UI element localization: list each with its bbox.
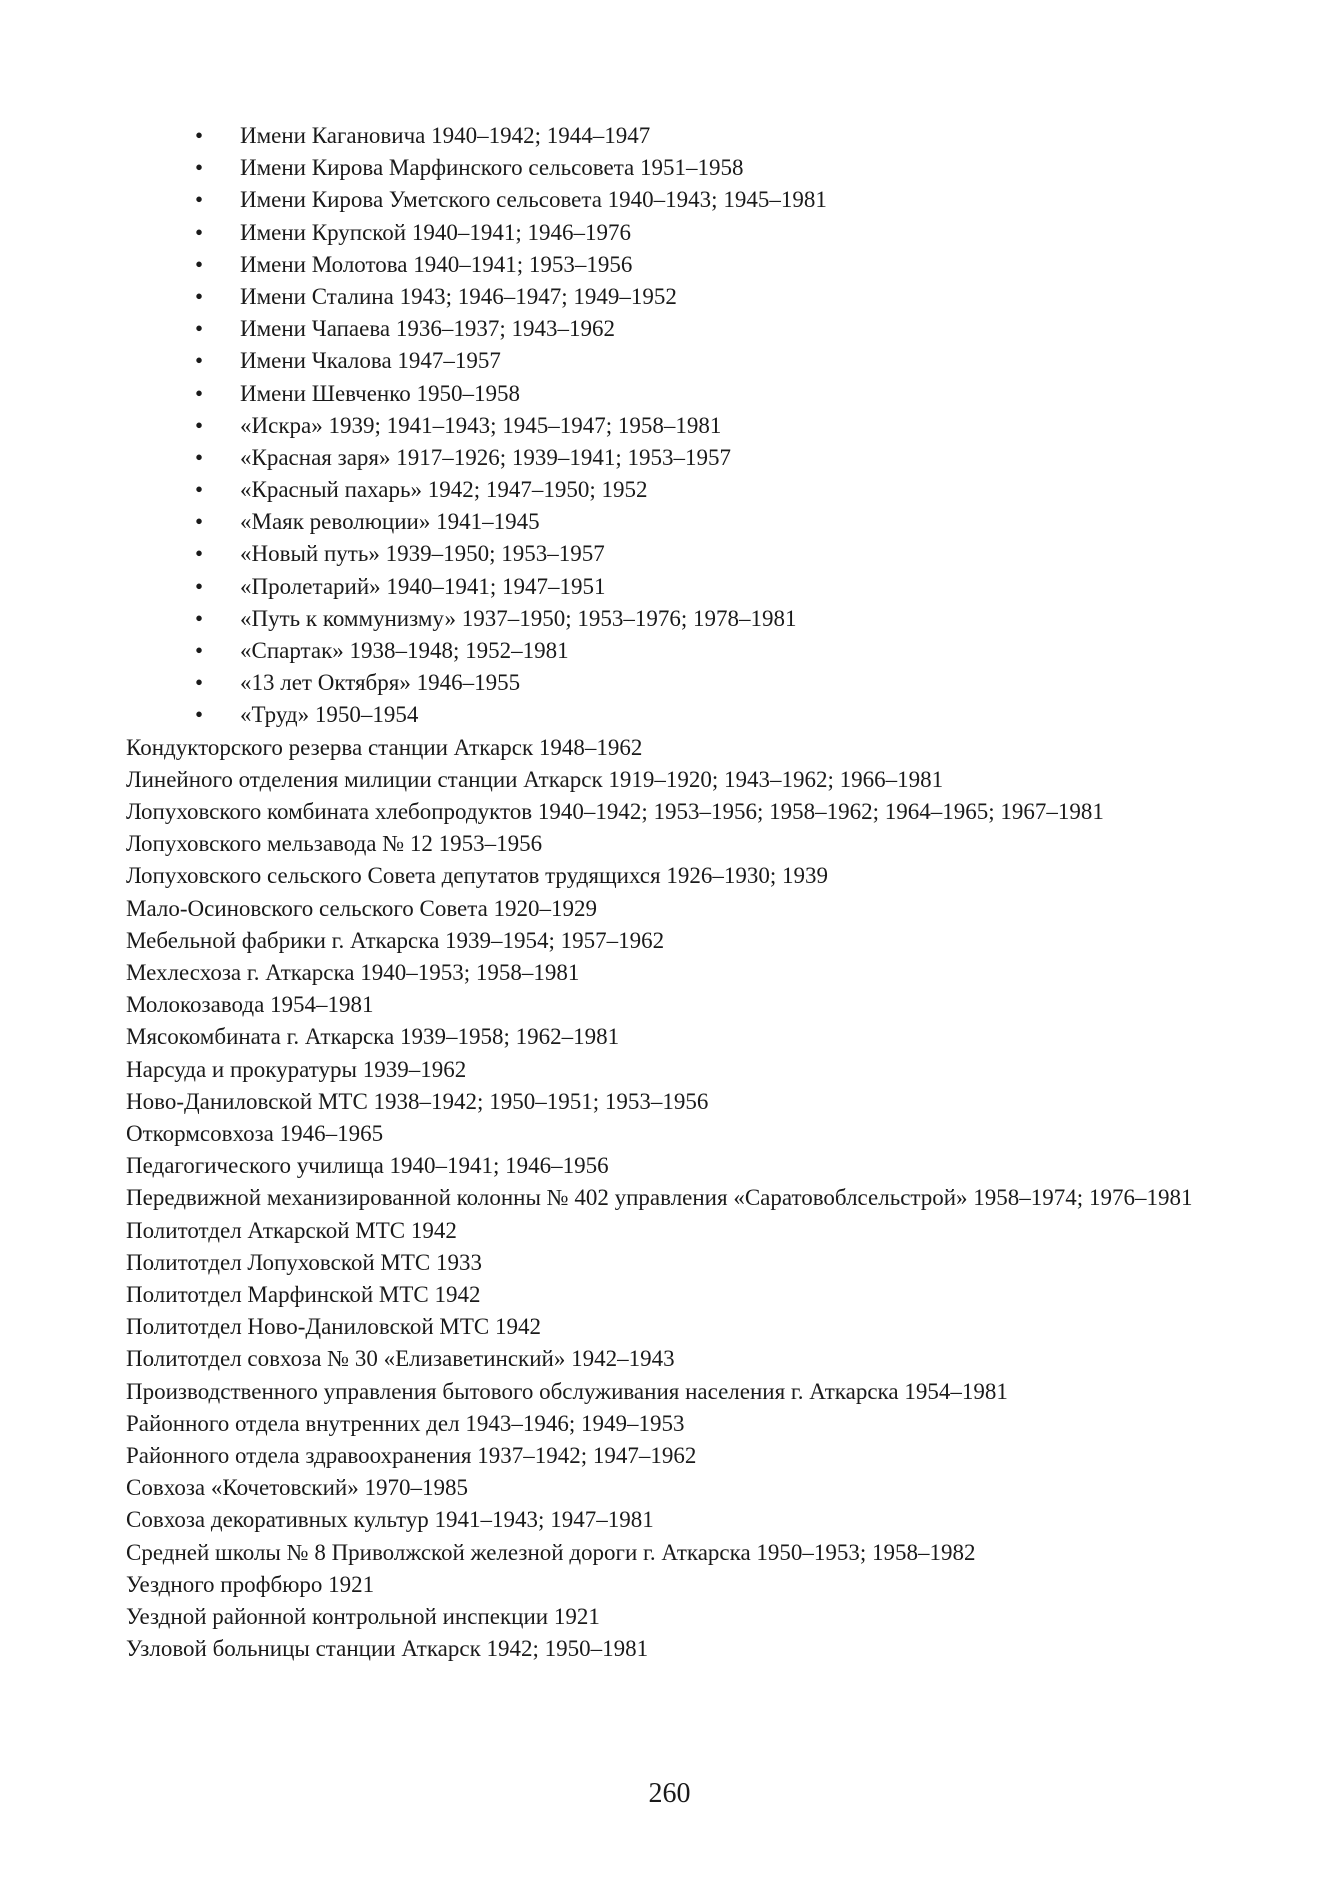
- list-item: Линейного отделения милиции станции Аткарск 1919–1920; 1943–1962; 1966–1981: [126, 766, 944, 792]
- bullet-icon: •: [194, 187, 204, 213]
- list-item: Лопуховского мельзавода № 12 1953–1956: [126, 831, 543, 857]
- list-item: Педагогического училища 1940–1941; 1946–1956: [126, 1153, 609, 1179]
- bullet-icon: •: [194, 219, 204, 245]
- bullet-icon: •: [194, 123, 204, 148]
- bullet-icon: •: [194, 541, 204, 567]
- bullet-icon: •: [194, 477, 204, 503]
- bullet-icon: •: [194, 573, 204, 599]
- list-item: Совхоза декоративных культур 1941–1943; 1947–1981: [126, 1507, 654, 1533]
- bullet-list: [126, 120, 1216, 732]
- list-item: Производственного управления бытового обслуживания населения г. Аткарска 1954–1981: [126, 1378, 1008, 1404]
- bullet-icon: •: [194, 380, 204, 406]
- list-item: Нарсуда и прокуратуры 1939–1962: [126, 1056, 467, 1082]
- list-item: Узловой больницы станции Аткарск 1942; 1950–1981: [126, 1636, 649, 1662]
- list-item: Мясокомбината г. Аткарска 1939–1958; 1962–1981: [126, 1024, 620, 1050]
- bullet-icon: •: [194, 702, 204, 728]
- list-item: • Имени Крупской 1940–1941; 1946–1976: [126, 217, 1216, 249]
- list-item: Районного отдела внутренних дел 1943–1946; 1949–1953: [126, 1410, 685, 1436]
- list-item: • «Труд» 1950–1954: [126, 699, 1216, 731]
- list-item: • Имени Молотова 1940–1941; 1953–1956: [126, 249, 1216, 281]
- list-item: • Имени Сталина 1943; 1946–1947; 1949–1952: [126, 281, 1216, 313]
- page-content: [126, 120, 1216, 1665]
- bullet-icon: •: [194, 444, 204, 470]
- list-item: • Имени Шевченко 1950–1958: [126, 378, 1216, 410]
- list-item: Уездного профбюро 1921: [126, 1571, 375, 1597]
- list-item: • Имени Чапаева 1936–1937; 1943–1962: [126, 313, 1216, 345]
- list-item: Кондукторского резерва станции Аткарск 1948–1962: [126, 734, 643, 760]
- entry-list: [126, 732, 1216, 1666]
- list-item: Откормсовхоза 1946–1965: [126, 1121, 384, 1146]
- list-item: • «Путь к коммунизму» 1937–1950; 1953–1976; 1978–1981: [126, 603, 1216, 635]
- list-item: Политотдел Лопуховской МТС 1933: [126, 1249, 482, 1275]
- bullet-icon: •: [194, 412, 204, 438]
- list-item: Уездной районной контрольной инспекции 1921: [126, 1604, 600, 1630]
- list-item: • «Искра» 1939; 1941–1943; 1945–1947; 1958–1981: [126, 410, 1216, 442]
- list-item: Мебельной фабрики г. Аткарска 1939–1954; 1957–1962: [126, 927, 665, 953]
- list-item: • «Новый путь» 1939–1950; 1953–1957: [126, 538, 1216, 570]
- bullet-icon: •: [194, 605, 204, 631]
- list-item: Районного отдела здравоохранения 1937–1942; 1947–1962: [126, 1443, 697, 1469]
- list-item: Мало-Осиновского сельского Совета 1920–1929: [126, 895, 598, 921]
- bullet-icon: •: [194, 251, 204, 277]
- list-item: Лопуховского сельского Совета депутатов трудящихся 1926–1930; 1939: [126, 863, 828, 889]
- list-item: Совхоза «Кочетовский» 1970–1985: [126, 1475, 468, 1501]
- list-item: Политотдел Аткарской МТС 1942: [126, 1217, 457, 1243]
- list-item: Средней школы № 8 Приволжской железной дороги г. Аткарска 1950–1953; 1958–1982: [126, 1539, 976, 1565]
- list-item: • «13 лет Октября» 1946–1955: [126, 667, 1216, 699]
- bullet-icon: •: [194, 316, 204, 342]
- list-item: • «Спартак» 1938–1948; 1952–1981: [126, 635, 1216, 667]
- list-item: Политотдел совхоза № 30 «Елизаветинский» 1942–1943: [126, 1346, 675, 1372]
- page-number: 260: [648, 1778, 691, 1809]
- list-item: • «Маяк революции» 1941–1945: [126, 506, 1216, 538]
- bullet-icon: •: [194, 670, 204, 696]
- list-item: • Имени Чкалова 1947–1957: [126, 345, 1216, 377]
- list-item: Политотдел Марфинской МТС 1942: [126, 1282, 481, 1308]
- bullet-icon: •: [194, 348, 204, 374]
- list-item: Передвижной механизированной колонны № 402 управления «Саратовоблсельстрой» 1958–1974; 1976–1981: [126, 1185, 1193, 1211]
- bullet-icon: •: [194, 509, 204, 535]
- bullet-icon: •: [194, 155, 204, 181]
- list-item: • «Пролетарий» 1940–1941; 1947–1951: [126, 571, 1216, 603]
- list-item: Ново-Даниловской МТС 1938–1942; 1950–1951; 1953–1956: [126, 1088, 709, 1114]
- list-item: • Имени Кагановича 1940–1942; 1944–1947: [126, 120, 1216, 152]
- list-item: Политотдел Ново-Даниловской МТС 1942: [126, 1314, 541, 1340]
- list-item: • «Красная заря» 1917–1926; 1939–1941; 1953–1957: [126, 442, 1216, 474]
- bullet-icon: •: [194, 638, 204, 663]
- list-item: Мехлесхоза г. Аткарска 1940–1953; 1958–1981: [126, 959, 580, 985]
- list-item: • Имени Кирова Марфинского сельсовета 1951–1958: [126, 152, 1216, 184]
- list-item: • Имени Кирова Уметского сельсовета 1940–1943; 1945–1981: [126, 184, 1216, 216]
- list-item: Лопуховского комбината хлебопродуктов 1940–1942; 1953–1956; 1958–1962; 1964–1965; 1967–1981: [126, 798, 1104, 824]
- list-item: Молокозавода 1954–1981: [126, 992, 374, 1018]
- bullet-icon: •: [194, 283, 204, 309]
- list-item: • «Красный пахарь» 1942; 1947–1950; 1952: [126, 474, 1216, 506]
